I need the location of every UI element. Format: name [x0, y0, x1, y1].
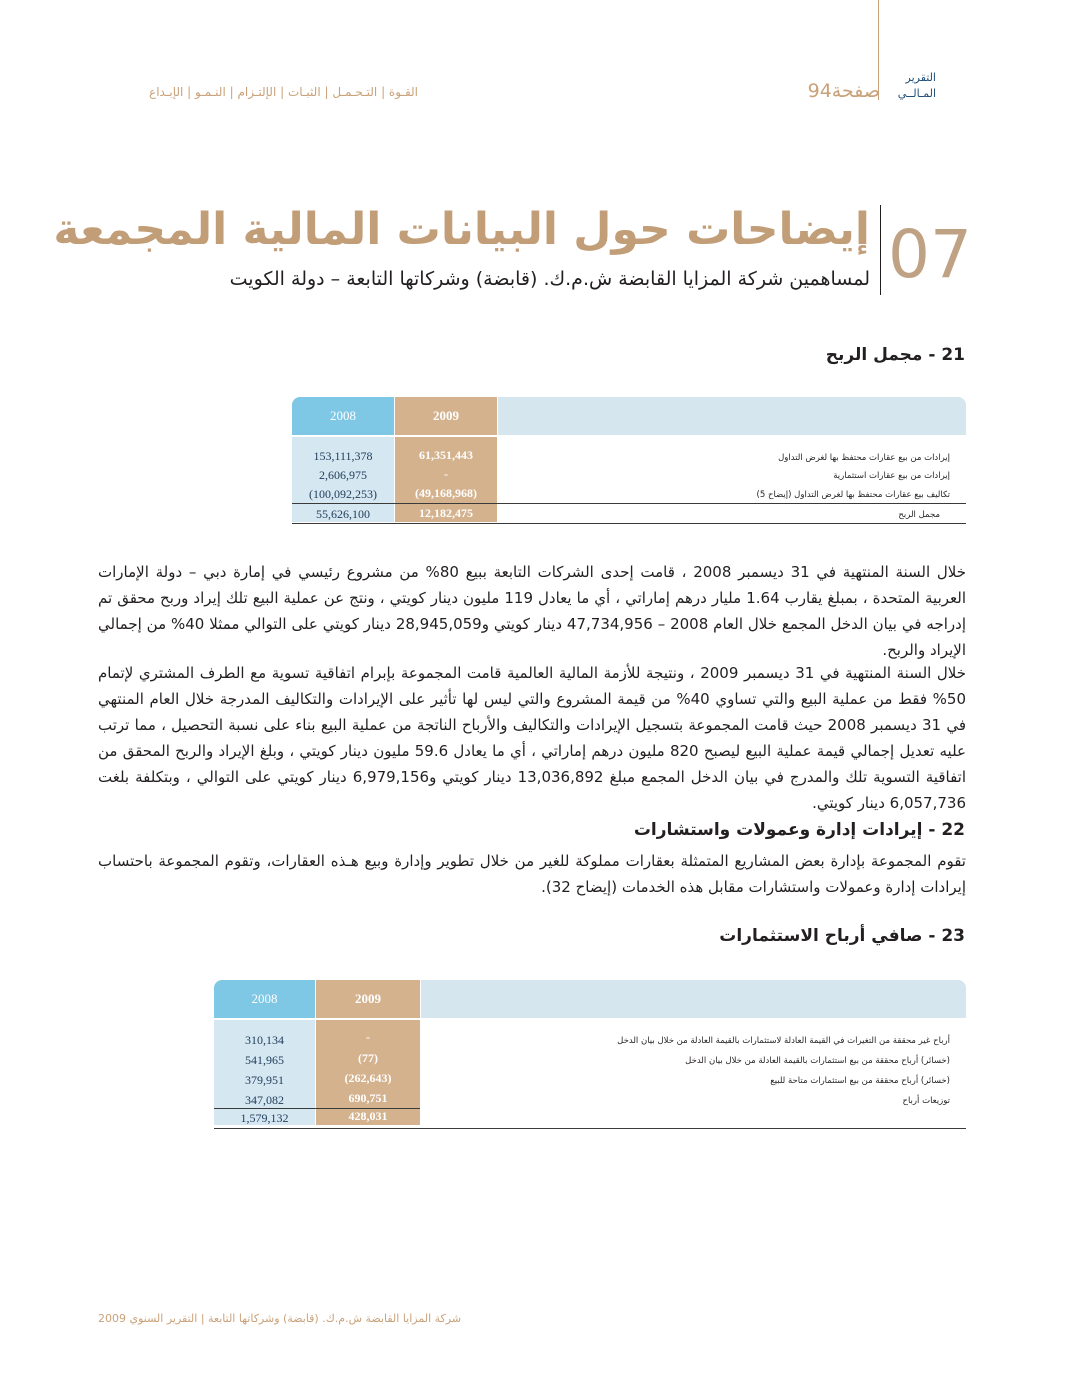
total-label: مجمل الربح: [898, 510, 940, 520]
table-row-2008-value: 379,951: [245, 1073, 284, 1087]
report-label-line1: التقرير: [905, 71, 936, 84]
table-row-2009-value: 61,351,443: [419, 448, 473, 462]
gross-profit-table: [292, 397, 966, 527]
section-21-paragraph-1: خلال السنة المنتهية في 31 ديسمبر 2008 ، قامت إحدى الشركات التابعة ببيع 80% من مشروع رئيسي في إمارة دبي – دولة الإمارات العربية المتحدة ، بمبلغ يقارب 1.64 مليار درهم إماراتي ، أي ما يعادل 119 مليون دينار كويتي ، ونتج عن عملية البيع تلك إيراد وربح محقق تم إدراجه في بيان الدخل المجمع خلال العام 2008 – 47,734,956 دينار كويتي و28,945,059 دينار كويتي على التوالي ممثلا 40% من إجمالي الإيراد والربح.: [98, 563, 967, 659]
total-2008-value: 55,626,100: [316, 507, 370, 521]
page-number-label: [790, 80, 880, 102]
table-row-2008-value: (100,092,253): [309, 487, 377, 501]
chapter-number: 07: [888, 216, 972, 293]
table-row-label: (خسائر) أرباح محققة من بيع استثمارات متاحة للبيع: [770, 1076, 950, 1086]
table-row-2008-value: 2,606,975: [319, 468, 367, 482]
page-number: 94: [807, 80, 832, 102]
table-row-2009-value: -: [444, 467, 448, 481]
table-row-label: توزيعات أرباح: [902, 1096, 950, 1106]
section-22-paragraph: تقوم المجموعة بإدارة بعض المشاريع المتمثلة بعقارات مملوكة للغير من خلال تطوير وإدارة وبيع هـذه العقارات، وتقوم المجموعة باحتساب إيرادات إدارة وعمولات واستشارات مقابل هذه الخدمات (إيضاح 32).: [98, 852, 966, 896]
table-row-2009-value: (49,168,968): [415, 486, 477, 500]
section-21-heading: 21 - مجمل الربح: [825, 345, 965, 365]
total-2009-value: 428,031: [348, 1109, 388, 1123]
title-rule: [880, 205, 881, 295]
table-row-2008-value: 153,111,378: [313, 449, 373, 463]
col-header-2009: 2009: [395, 397, 497, 435]
table-row-2008-value: 541,965: [245, 1053, 284, 1067]
page-label: صفحة: [831, 80, 880, 102]
section-23-heading: 23 - صافي أرباح الاستثمارات: [719, 926, 965, 946]
col-header-2008: 2008: [214, 980, 315, 1018]
col-header-2008: 2008: [292, 397, 394, 435]
total-2008-value: 1,579,132: [240, 1111, 289, 1125]
table-row-2008-value: 310,134: [245, 1033, 284, 1047]
table-row-label: إيرادات من بيع عقارات محتفظ بها لغرض التداول: [778, 453, 950, 463]
total-rule-bottom: [292, 523, 966, 524]
table-row-label: إيرادات من بيع عقارات استثمارية: [833, 471, 950, 481]
page-subtitle: لمساهمين شركة المزايا القابضة ش.م.ك. (قابضة) وشركاتها التابعة – دولة الكويت: [229, 268, 870, 290]
table-row-label: أرباح غير محققة من التغيرات في القيمة العادلة لاستثمارات بالقيمة العادلة من خلال بيان الدخل: [617, 1036, 950, 1046]
total-rule-bottom: [214, 1128, 966, 1129]
net-investment-income-table: [214, 980, 966, 1130]
table-row-2009-value: (77): [358, 1051, 378, 1065]
table-row-2008-value: 347,082: [245, 1093, 284, 1107]
table-row-2009-value: 690,751: [348, 1091, 388, 1105]
section-22-heading: 22 - إيرادات إدارة وعمولات واستشارات: [633, 820, 965, 840]
col-header-2009: 2009: [316, 980, 420, 1018]
total-2009-value: 12,182,475: [419, 506, 473, 520]
report-label-line2: المـالــي: [897, 87, 936, 100]
table-row-label: تكاليف بيع عقارات محتفظ بها لغرض التداول (إيضاح 5): [756, 490, 950, 500]
section-21-paragraph-2: خلال السنة المنتهية في 31 ديسمبر 2009 ، ونتيجة للأزمة المالية العالمية قامت المجموعة بإبرام اتفاقية تسوية مع الطرف المشتري لإتمام 50% فقط من عملية البيع والتي تساوي 40% من قيمة المشروع والتي ليس لها تأثير على الإيرادات والتكاليف المدرجة خلال العام المنتهي في 31 ديسمبر 2008 حيث قامت المجموعة بتسجيل الإيرادات والتكاليف والأرباح الناتجة من عملية البيع بناء على نسبة التحصيل ، مما ترتب عليه تعديل إجمالي قيمة عملية البيع ليصبح 820 مليون درهم إماراتي ، أي ما يعادل 59.6 مليون دينار كويتي ، وبلغ الإيراد والربح المحقق من اتفاقية التسوية تلك والمدرج في بيان الدخل المجمع مبلغ 13,036,892 دينار كويتي و6,979,156 دينار كويتي على التوالي ، وبتكلفة بلغت 6,057,736 دينار كويتي.: [98, 664, 967, 812]
total-rule-top: [292, 503, 966, 504]
col-header-description: [421, 980, 966, 1018]
table-row-2009-value: (262,643): [344, 1071, 392, 1085]
report-label: [884, 70, 936, 102]
table-row-label: (خسائر) أرباح محققة من بيع استثمارات بالقيمة العادلة من خلال بيان الدخل: [685, 1056, 950, 1066]
page-footer: شركة المزايا القابضة ش.م.ك. (قابضة) وشركاتها التابعة | التقرير السنوي 2009: [98, 1312, 462, 1325]
page-title: إيضاحات حول البيانات المالية المجمعة: [53, 204, 870, 255]
header-values-bar: القـوة | التـحـمـل | الثبـات | الإلتـزام | النـمـو | الإبـداع: [149, 85, 418, 99]
table-row-2009-value: -: [366, 1030, 370, 1044]
col-header-description: [498, 397, 966, 435]
